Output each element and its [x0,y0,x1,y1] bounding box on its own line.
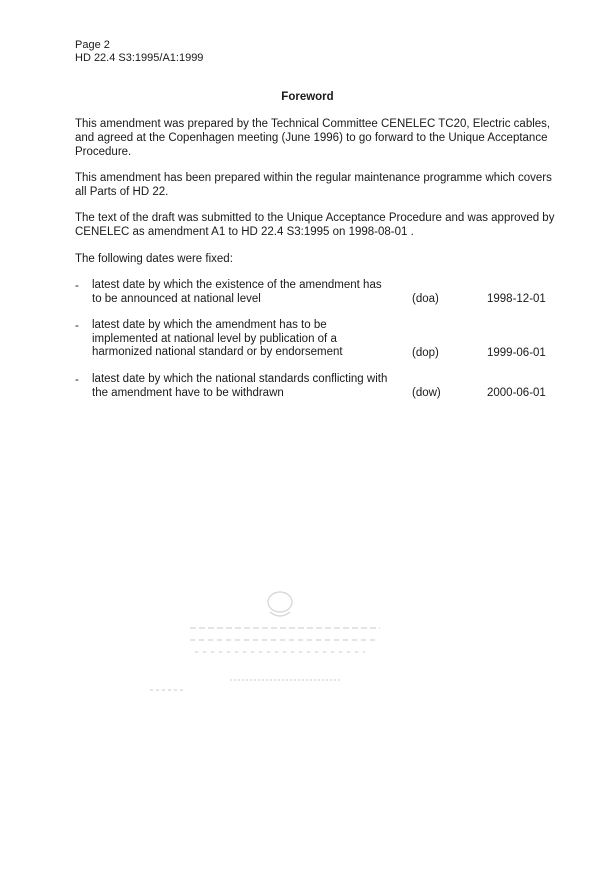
date-value: 1999-06-01 [487,347,546,359]
list-bullet: - [75,280,79,292]
list-bullet: - [75,374,79,386]
paragraph-prepared: This amendment was prepared by the Technical Committee CENELEC TC20, Electric cables, and agreed at the Copenhagen meeting (June 1996) to go forward to the Unique Acceptance Procedure. [75,118,551,158]
faint-stamp [150,580,410,710]
date-code: (doa) [412,293,439,305]
paragraph-dates-intro: The following dates were fixed: [75,253,233,265]
list-item-text: latest date by which the national standards conflicting with the amendment have to be withdrawn [92,373,388,399]
list-item-text: latest date by which the existence of the amendment has to be announced at national level [92,279,382,305]
page-title: Foreword [281,91,334,103]
paragraph-approval: The text of the draft was submitted to the Unique Acceptance Procedure and was approved by CENELEC as amendment A1 to HD 22.4 S3:1995 on 1998-08-01 . [75,212,555,238]
paragraph-maintenance: This amendment has been prepared within the regular maintenance programme which covers all Parts of HD 22. [75,172,552,198]
date-value: 1998-12-01 [487,293,546,305]
page-number: Page 2 [75,39,110,51]
date-value: 2000-06-01 [487,387,546,399]
date-code: (dow) [412,387,441,399]
list-item-text: latest date by which the amendment has to be implemented at national level by publication of a harmonized national standard or by endorsement [92,319,343,358]
document-id: HD 22.4 S3:1995/A1:1999 [75,52,204,64]
page-header [75,39,203,65]
date-code: (dop) [412,347,439,359]
list-bullet: - [75,320,79,332]
